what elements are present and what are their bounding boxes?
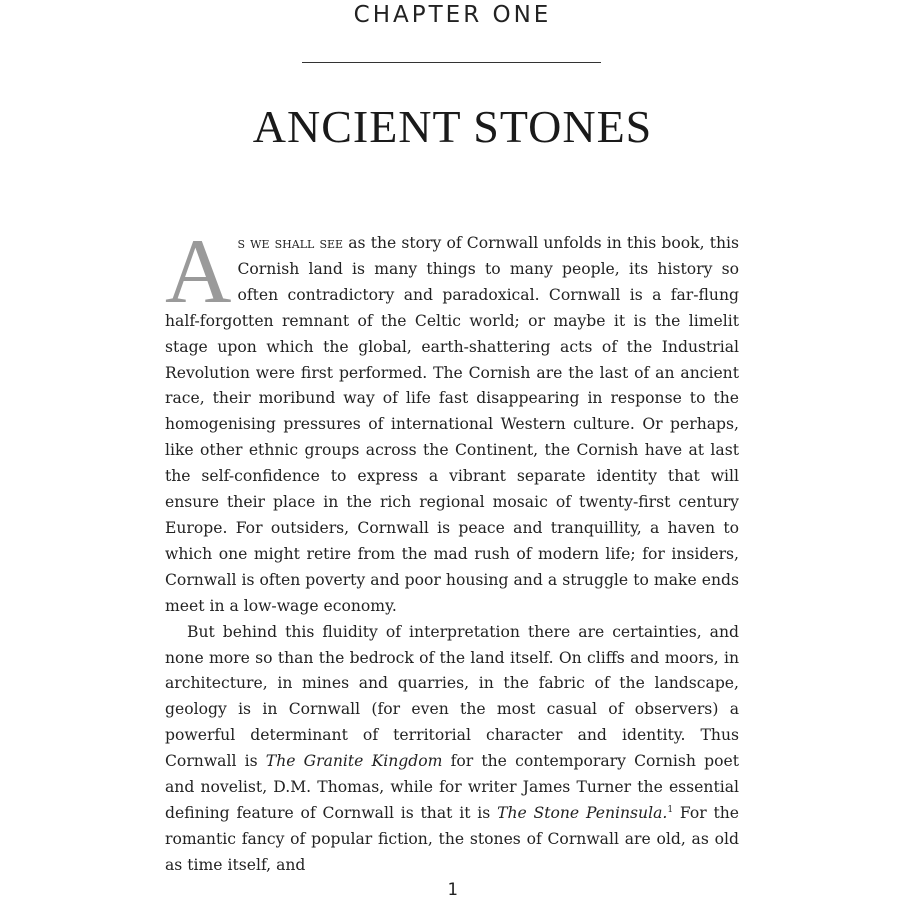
book-title-stone-peninsula: The Stone Peninsula. — [497, 803, 668, 822]
body-text — [165, 220, 740, 879]
book-title-granite-kingdom: The Granite Kingdom — [265, 752, 443, 771]
chapter-label: CHAPTER ONE — [353, 2, 552, 28]
footnote-marker[interactable]: 1 — [667, 804, 674, 815]
paragraph-2-text-a: But behind this fluidity of interpretation there are certainties, and none more so than the bedrock of the land itself. On cliffs and moors, in architecture, in mines and quarries, in the fabric of the landscape, geology is in Cornwall (for even the most casual of observers) a powerful determinant of territorial character and identity. Thus Cornwall is — [165, 622, 739, 771]
chapter-divider — [302, 62, 601, 63]
paragraph-1-text: as the story of Cornwall unfolds in this book, this Cornish land is many things to many people, its history so often contradictory and paradoxical. Cornwall is a far-flung half-forgotten remnant of the Celtic world; or maybe it is the limelit stage upon which the global, earth-shattering acts of the Industrial Revolution were first performed. The Cornish are the last of an ancient race, their moribund way of life fast disappearing in response to the homogenising pressures of international Western culture. Or perhaps, like other ethnic groups across the Continent, the Cornish have at last the self-confidence to express a vibrant separate identity that will ensure their place in the rich regional mosaic of twenty-first century Europe. For outsiders, Cornwall is peace and tranquillity, a haven to which one might retire from the mad rush of modern life; for insiders, Cornwall is often poverty and poor housing and a struggle to make ends meet in a low-wage economy. — [165, 234, 739, 615]
drop-cap: A — [165, 220, 232, 322]
paragraph-2-text-b: for the contemporary Cornish poet and novelist, D.M. Thomas, while for writer James Turner the essential defining feature of Cornwall is that it is — [165, 752, 740, 822]
opening-smallcaps: s we shall see — [237, 234, 344, 252]
paragraph-1 — [165, 220, 739, 620]
chapter-title: ANCIENT STONES — [252, 101, 653, 152]
page-number: 1 — [447, 880, 458, 900]
paragraph-2-text-c: For the romantic fancy of popular fiction, the stones of Cornwall are old, as old as time itself, and — [165, 803, 740, 874]
paragraph-2 — [165, 620, 739, 879]
